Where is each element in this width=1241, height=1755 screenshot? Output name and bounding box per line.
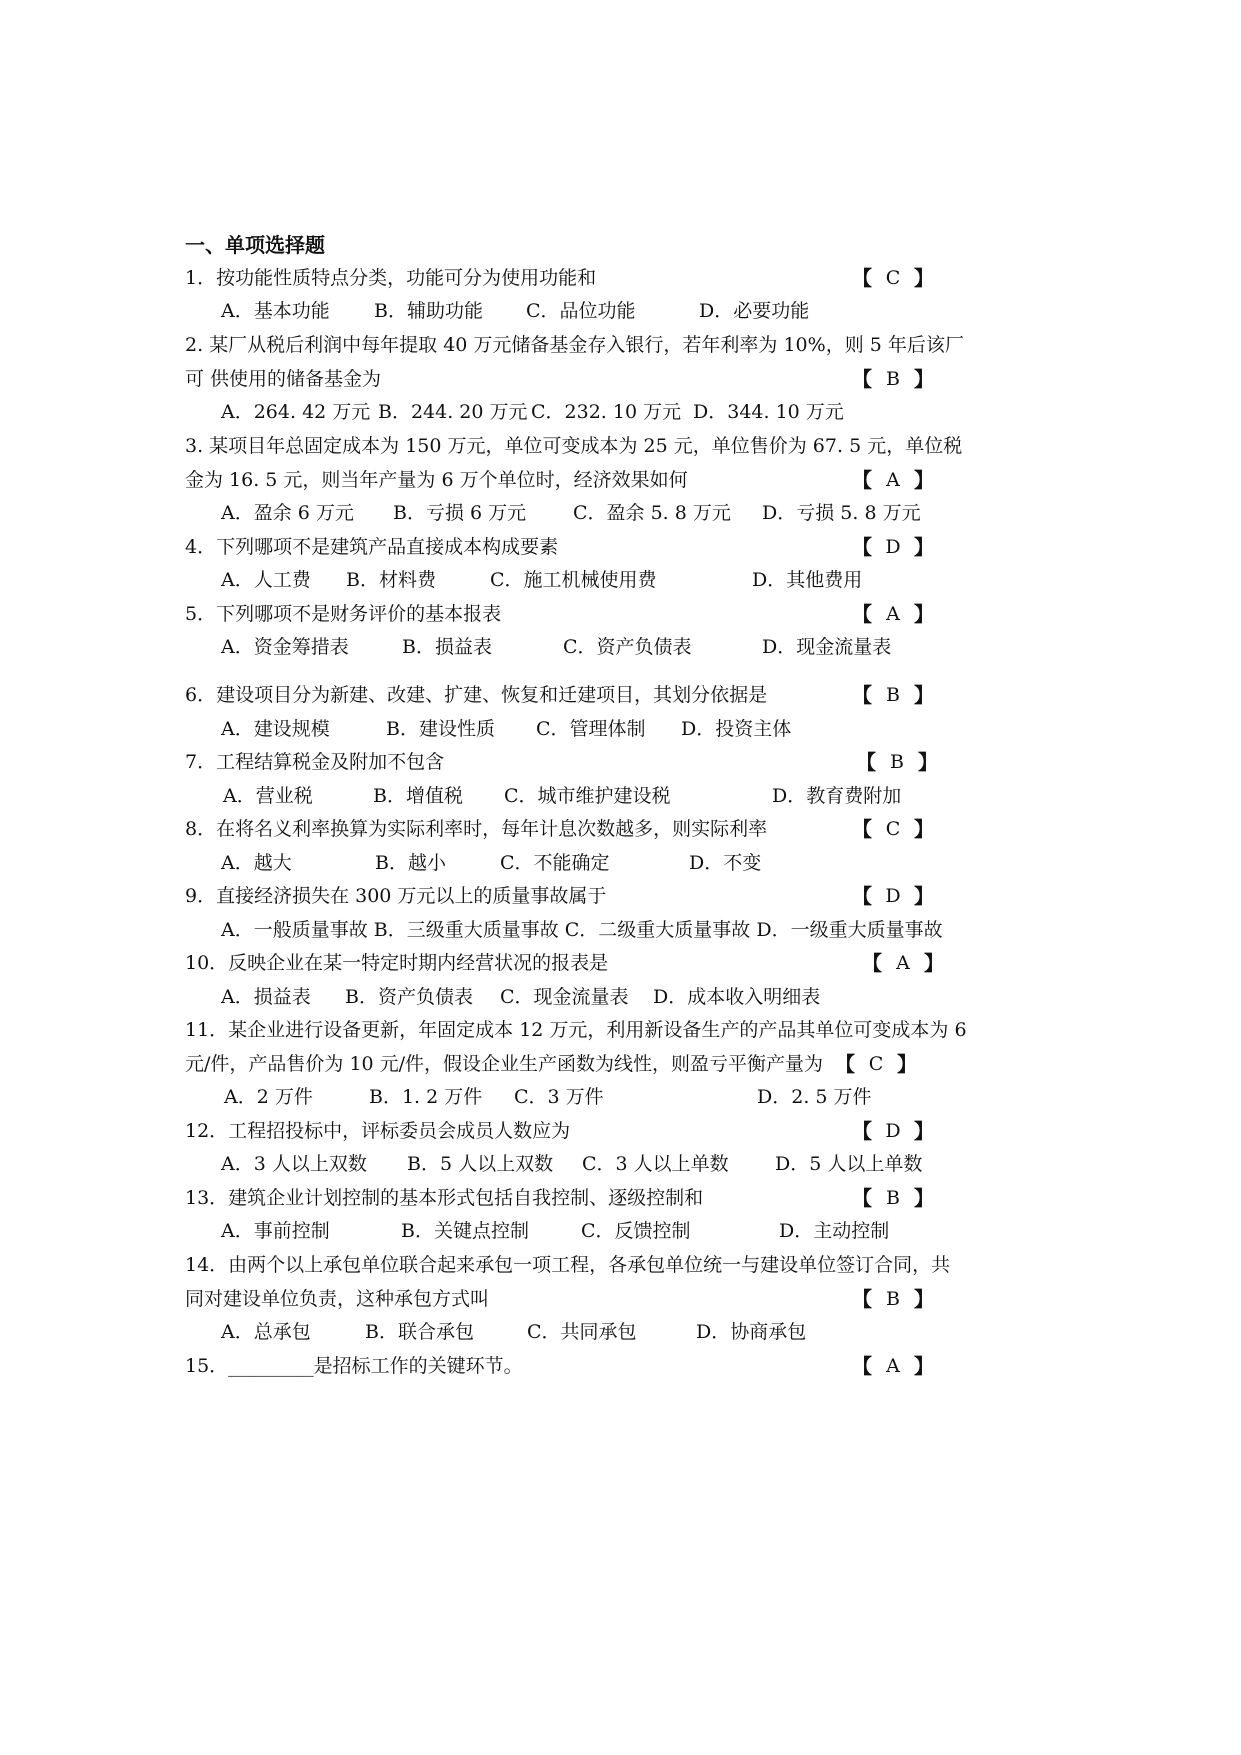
answer-line xyxy=(0,361,1241,397)
bracket-close: 】 xyxy=(914,683,934,707)
options-line xyxy=(0,1146,1241,1182)
bracket-open: 【 xyxy=(852,602,872,626)
answer-bracket xyxy=(852,1281,934,1317)
options-line xyxy=(0,562,1241,598)
question-stem-text: 8．在将名义利率换算为实际利率时，每年计息次数越多，则实际利率 xyxy=(185,818,768,840)
bracket-close: 】 xyxy=(914,535,934,559)
option-b: B．增值税 xyxy=(373,785,463,807)
answer-line xyxy=(0,945,1241,981)
option-b: B．联合承包 xyxy=(365,1321,474,1343)
option-a: A．损益表 xyxy=(221,986,311,1008)
option-d: D．投资主体 xyxy=(681,718,792,740)
answer-line xyxy=(0,677,1241,713)
option-a: A．建设规模 xyxy=(221,718,330,740)
option-c: C．3 万件 xyxy=(514,1086,604,1108)
question-stem-text: 3. 某项目年总固定成本为 150 万元，单位可变成本为 25 元，单位售价为 67. 5 元，单位税 xyxy=(185,435,963,457)
bracket-open: 【 xyxy=(852,1186,872,1210)
bracket-open: 【 xyxy=(852,817,872,841)
bracket-close: 】 xyxy=(914,1186,934,1210)
question-stem-line xyxy=(0,428,1241,464)
options-line xyxy=(0,1314,1241,1350)
section-title: 一、单项选择题 xyxy=(185,233,325,257)
option-d: D．教育费附加 xyxy=(772,785,902,807)
options-line xyxy=(0,979,1241,1015)
bracket-open: 【 xyxy=(852,1287,872,1311)
bracket-close: 】 xyxy=(918,750,938,774)
answer-letter: A xyxy=(886,469,900,491)
bracket-open: 【 xyxy=(852,468,872,492)
answer-line xyxy=(0,529,1241,565)
question-stem-text: 同对建设单位负责，这种承包方式叫 xyxy=(185,1288,490,1310)
answer-bracket xyxy=(852,878,934,914)
bracket-close: 】 xyxy=(914,1287,934,1311)
option-b: B．1. 2 万件 xyxy=(369,1086,483,1108)
options-line xyxy=(0,845,1241,881)
option-c: C．资产负债表 xyxy=(563,636,692,658)
answer-line xyxy=(0,260,1241,296)
option-a: A．总承包 xyxy=(221,1321,311,1343)
answer-line xyxy=(0,596,1241,632)
answer-line xyxy=(0,878,1241,914)
option-c: C．3 人以上单数 xyxy=(582,1153,729,1175)
question-stem-line xyxy=(0,1012,1241,1048)
answer-line xyxy=(0,1046,1241,1082)
option-d: D．5 人以上单数 xyxy=(775,1153,923,1175)
bracket-open: 【 xyxy=(852,683,872,707)
option-b: B．建设性质 xyxy=(386,718,495,740)
answer-bracket xyxy=(852,361,934,397)
bracket-close: 】 xyxy=(914,884,934,908)
option-a: A．一般质量事故 B．三级重大质量事故 C．二级重大质量事故 D．一级重大质量事故 xyxy=(221,919,943,941)
question-stem-text: 12．工程招投标中，评标委员会成员人数应为 xyxy=(185,1120,571,1142)
option-b: B．5 人以上双数 xyxy=(407,1153,554,1175)
question-stem-text: 13．建筑企业计划控制的基本形式包括自我控制、逐级控制和 xyxy=(185,1187,704,1209)
bracket-open: 【 xyxy=(862,951,882,975)
bracket-open: 【 xyxy=(852,367,872,391)
answer-letter: C xyxy=(885,818,901,840)
answer-line xyxy=(0,1180,1241,1216)
option-c: C．施工机械使用费 xyxy=(490,569,657,591)
options-line xyxy=(0,711,1241,747)
question-stem-text: 元/件，产品售价为 10 元/件，假设企业生产函数为线性，则盈亏平衡产量为 xyxy=(185,1053,824,1075)
bracket-open: 【 xyxy=(852,266,872,290)
answer-bracket xyxy=(852,677,934,713)
option-b: B．损益表 xyxy=(402,636,492,658)
option-c: C．共同承包 xyxy=(527,1321,637,1343)
answer-bracket xyxy=(852,260,934,296)
option-d: D．协商承包 xyxy=(696,1321,807,1343)
option-b: B．资产负债表 xyxy=(345,986,473,1008)
question-stem-text: 6．建设项目分为新建、改建、扩建、恢复和迁建项目，其划分依据是 xyxy=(185,684,768,706)
option-a: A．2 万件 xyxy=(224,1086,313,1108)
question-stem-line xyxy=(0,327,1241,363)
question-stem-line xyxy=(0,1247,1241,1283)
option-c: C．反馈控制 xyxy=(581,1220,691,1242)
answer-letter: B xyxy=(886,1187,900,1209)
bracket-open: 【 xyxy=(852,884,872,908)
answer-letter: A xyxy=(896,952,910,974)
option-b: B．244. 20 万元 xyxy=(378,401,528,423)
option-b: B．关键点控制 xyxy=(401,1220,529,1242)
bracket-close: 】 xyxy=(914,266,934,290)
section-heading xyxy=(0,227,1241,263)
answer-bracket xyxy=(852,529,934,565)
option-d: D．主动控制 xyxy=(779,1220,890,1242)
option-c: C．城市维护建设税 xyxy=(504,785,671,807)
answer-letter: A xyxy=(886,1355,900,1377)
question-stem-text: 可 供使用的储备基金为 xyxy=(185,368,382,390)
answer-letter: D xyxy=(885,1120,901,1142)
option-b: B．越小 xyxy=(375,852,446,874)
bracket-open: 【 xyxy=(856,750,876,774)
bracket-close: 】 xyxy=(914,602,934,626)
answer-line xyxy=(0,1281,1241,1317)
bracket-close: 】 xyxy=(914,468,934,492)
option-d: D．不变 xyxy=(689,852,762,874)
option-d: D．成本收入明细表 xyxy=(653,986,821,1008)
option-d: D．其他费用 xyxy=(752,569,863,591)
options-line xyxy=(0,293,1241,329)
option-a: A．3 人以上双数 xyxy=(221,1153,367,1175)
bracket-open: 【 xyxy=(852,1354,872,1378)
option-b: B．材料费 xyxy=(346,569,436,591)
answer-letter: C xyxy=(868,1053,884,1075)
answer-line xyxy=(0,811,1241,847)
bracket-close: 】 xyxy=(914,1119,934,1143)
question-stem-text: 4．下列哪项不是建筑产品直接成本构成要素 xyxy=(185,536,559,558)
answer-line xyxy=(0,744,1241,780)
bracket-close: 】 xyxy=(914,1354,934,1378)
question-stem-text: 11．某企业进行设备更新，年固定成本 12 万元，利用新设备生产的产品其单位可变成本为 6 xyxy=(185,1019,967,1041)
answer-letter: D xyxy=(885,885,901,907)
options-line xyxy=(0,629,1241,665)
question-stem-text: 7．工程结算税金及附加不包含 xyxy=(185,751,445,773)
bracket-open: 【 xyxy=(852,535,872,559)
option-b: B．辅助功能 xyxy=(374,300,483,322)
bracket-close: 】 xyxy=(897,1052,917,1076)
option-a: A．营业税 xyxy=(223,785,313,807)
option-a: A．事前控制 xyxy=(221,1220,330,1242)
option-c: C．盈余 5. 8 万元 xyxy=(573,502,731,524)
answer-line xyxy=(0,1113,1241,1149)
answer-bracket xyxy=(852,811,934,847)
options-line xyxy=(0,1213,1241,1249)
option-a: A．越大 xyxy=(221,852,292,874)
option-c: C．232. 10 万元 xyxy=(531,401,682,423)
options-line xyxy=(0,394,1241,430)
question-stem-text: 9．直接经济损失在 300 万元以上的质量事故属于 xyxy=(185,885,607,907)
bracket-close: 】 xyxy=(914,367,934,391)
answer-bracket xyxy=(852,596,934,632)
option-d: D．现金流量表 xyxy=(762,636,892,658)
option-a: A．基本功能 xyxy=(221,300,330,322)
question-stem-text: 15．_________是招标工作的关键环节。 xyxy=(185,1355,523,1377)
answer-bracket xyxy=(852,1348,934,1384)
answer-line xyxy=(0,462,1241,498)
options-line xyxy=(0,495,1241,531)
option-d: D．2. 5 万件 xyxy=(757,1086,872,1108)
question-stem-text: 2. 某厂从税后利润中每年提取 40 万元储备基金存入银行，若年利率为 10%，则 5 年后该厂 xyxy=(185,334,964,356)
answer-bracket xyxy=(856,744,938,780)
question-stem-text: 5．下列哪项不是财务评价的基本报表 xyxy=(185,603,502,625)
answer-line xyxy=(0,1348,1241,1384)
option-a: A．人工费 xyxy=(221,569,311,591)
option-d: D．必要功能 xyxy=(699,300,810,322)
answer-letter: B xyxy=(886,368,900,390)
question-stem-text: 金为 16. 5 元，则当年产量为 6 万个单位时，经济效果如何 xyxy=(185,469,688,491)
option-c: C．现金流量表 xyxy=(500,986,629,1008)
bracket-close: 】 xyxy=(924,951,944,975)
option-c: C．品位功能 xyxy=(526,300,636,322)
bracket-close: 】 xyxy=(914,817,934,841)
options-line xyxy=(0,912,1241,948)
question-stem-text: 10．反映企业在某一特定时期内经营状况的报表是 xyxy=(185,952,609,974)
bracket-open: 【 xyxy=(835,1052,855,1076)
bracket-open: 【 xyxy=(852,1119,872,1143)
option-d: D．亏损 5. 8 万元 xyxy=(762,502,921,524)
answer-bracket xyxy=(862,945,944,981)
option-a: A．264. 42 万元 xyxy=(221,401,371,423)
answer-letter: D xyxy=(885,536,901,558)
answer-letter: B xyxy=(890,751,904,773)
answer-bracket xyxy=(852,1180,934,1216)
options-line xyxy=(0,778,1241,814)
question-stem-text: 1．按功能性质特点分类，功能可分为使用功能和 xyxy=(185,267,597,289)
answer-bracket xyxy=(852,462,934,498)
answer-bracket xyxy=(835,1046,917,1082)
answer-letter: B xyxy=(886,1288,900,1310)
options-line xyxy=(0,1079,1241,1115)
answer-letter: B xyxy=(886,684,900,706)
answer-letter: A xyxy=(886,603,900,625)
answer-letter: C xyxy=(885,267,901,289)
answer-bracket xyxy=(852,1113,934,1149)
option-a: A．资金筹措表 xyxy=(221,636,349,658)
option-a: A．盈余 6 万元 xyxy=(221,502,354,524)
option-c: C．不能确定 xyxy=(500,852,610,874)
option-b: B．亏损 6 万元 xyxy=(393,502,527,524)
question-stem-text: 14．由两个以上承包单位联合起来承包一项工程，各承包单位统一与建设单位签订合同，共 xyxy=(185,1254,951,1276)
option-d: D．344. 10 万元 xyxy=(693,401,844,423)
option-c: C．管理体制 xyxy=(536,718,646,740)
